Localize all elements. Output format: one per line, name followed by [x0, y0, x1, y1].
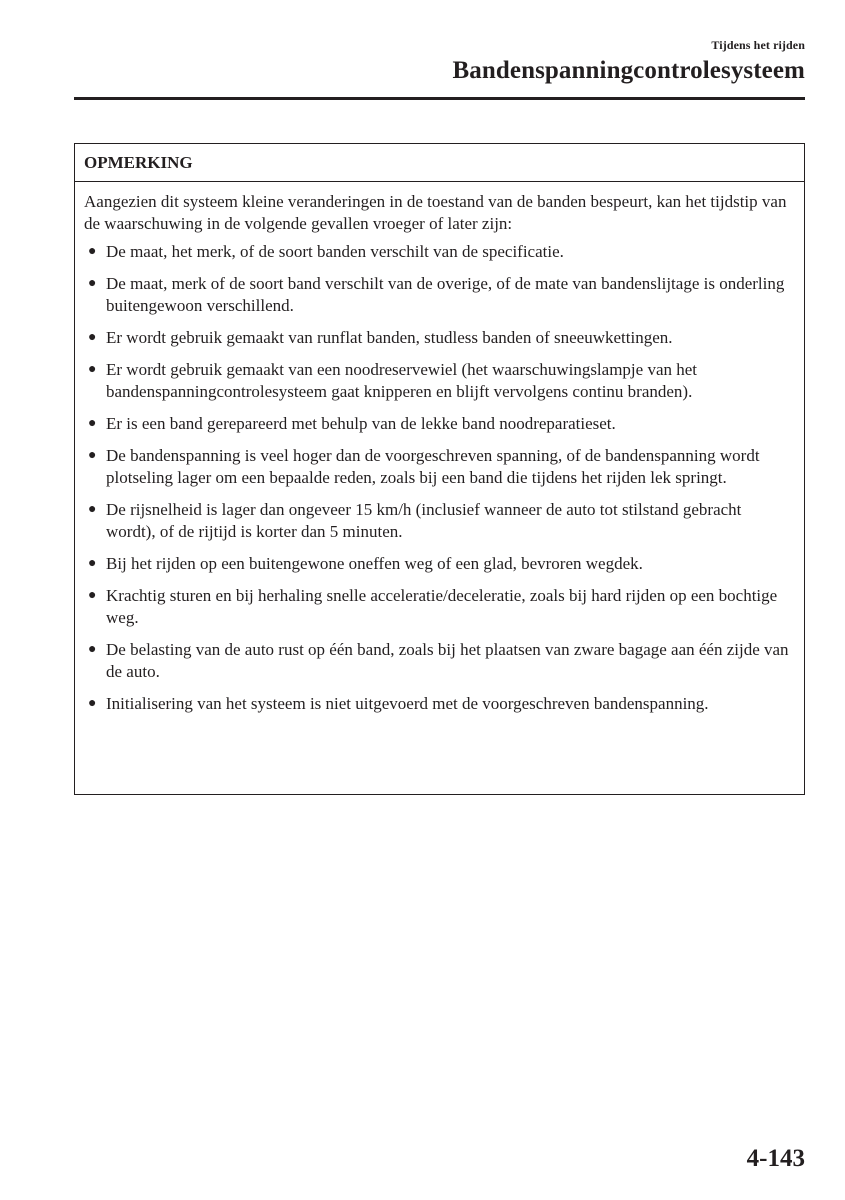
- page-title: Bandenspanningcontrolesysteem: [452, 57, 805, 84]
- list-item: [84, 359, 795, 403]
- list-item: [84, 553, 795, 575]
- list-item-text: Bij het rijden op een buitengewone oneffen weg of een glad, bevroren wegdek.: [106, 554, 643, 573]
- bullet-icon: ●: [88, 448, 97, 463]
- list-item: [84, 693, 795, 715]
- note-heading: OPMERKING: [75, 144, 804, 182]
- bullet-icon: ●: [88, 642, 97, 657]
- list-item-text: De rijsnelheid is lager dan ongeveer 15 km/h (inclusief wanneer de auto tot stilstand gebracht wordt), of de rijtijd is korter dan 5 minuten.: [106, 500, 742, 541]
- bullet-icon: ●: [88, 276, 97, 291]
- list-item: [84, 499, 795, 543]
- list-item-text: De maat, het merk, of de soort banden verschilt van de specificatie.: [106, 242, 564, 261]
- list-item: [84, 639, 795, 683]
- list-item: [84, 413, 795, 435]
- bullet-icon: ●: [88, 416, 97, 431]
- list-item-text: Krachtig sturen en bij herhaling snelle acceleratie/deceleratie, zoals bij hard rijden op een bochtige weg.: [106, 586, 778, 627]
- list-item: [84, 273, 795, 317]
- bullet-list: [84, 241, 795, 715]
- list-item-text: Er wordt gebruik gemaakt van een noodreservewiel (het waarschuwingslampje van het bandenspanningcontrolesysteem gaat knipperen en blijft vervolgens continu branden).: [106, 360, 698, 401]
- section-label: Tijdens het rijden: [711, 38, 805, 52]
- bullet-icon: ●: [88, 588, 97, 603]
- list-item: [84, 585, 795, 629]
- list-item-text: Er is een band gerepareerd met behulp van de lekke band noodreparatieset.: [106, 414, 616, 433]
- note-box: [74, 143, 805, 795]
- list-item-text: Er wordt gebruik gemaakt van runflat banden, studless banden of sneeuwkettingen.: [106, 328, 673, 347]
- list-item-text: De belasting van de auto rust op één band, zoals bij het plaatsen van zware bagage aan één zijde van de auto.: [106, 640, 789, 681]
- bullet-icon: ●: [88, 556, 97, 571]
- header-rule: [74, 97, 805, 100]
- note-body: [75, 182, 804, 715]
- bullet-icon: ●: [88, 330, 97, 345]
- bullet-icon: ●: [88, 502, 97, 517]
- list-item-text: De maat, merk of de soort band verschilt van de overige, of de mate van bandenslijtage is onderling buitengewoon verschillend.: [106, 274, 785, 315]
- bullet-icon: ●: [88, 696, 97, 711]
- page-number: 4-143: [746, 1145, 805, 1172]
- note-intro: Aangezien dit systeem kleine veranderingen in de toestand van de banden bespeurt, kan het tijdstip van de waarschuwing in de volgende gevallen vroeger of later zijn:: [84, 192, 787, 233]
- bullet-icon: ●: [88, 362, 97, 377]
- list-item-text: Initialisering van het systeem is niet uitgevoerd met de voorgeschreven bandenspanning.: [106, 694, 709, 713]
- list-item-text: De bandenspanning is veel hoger dan de voorgeschreven spanning, of de bandenspanning wordt plotseling lager om een bepaalde reden, zoals bij een band die tijdens het rijden lek springt.: [106, 446, 760, 487]
- bullet-icon: ●: [88, 244, 97, 259]
- list-item: [84, 241, 795, 263]
- list-item: [84, 445, 795, 489]
- list-item: [84, 327, 795, 349]
